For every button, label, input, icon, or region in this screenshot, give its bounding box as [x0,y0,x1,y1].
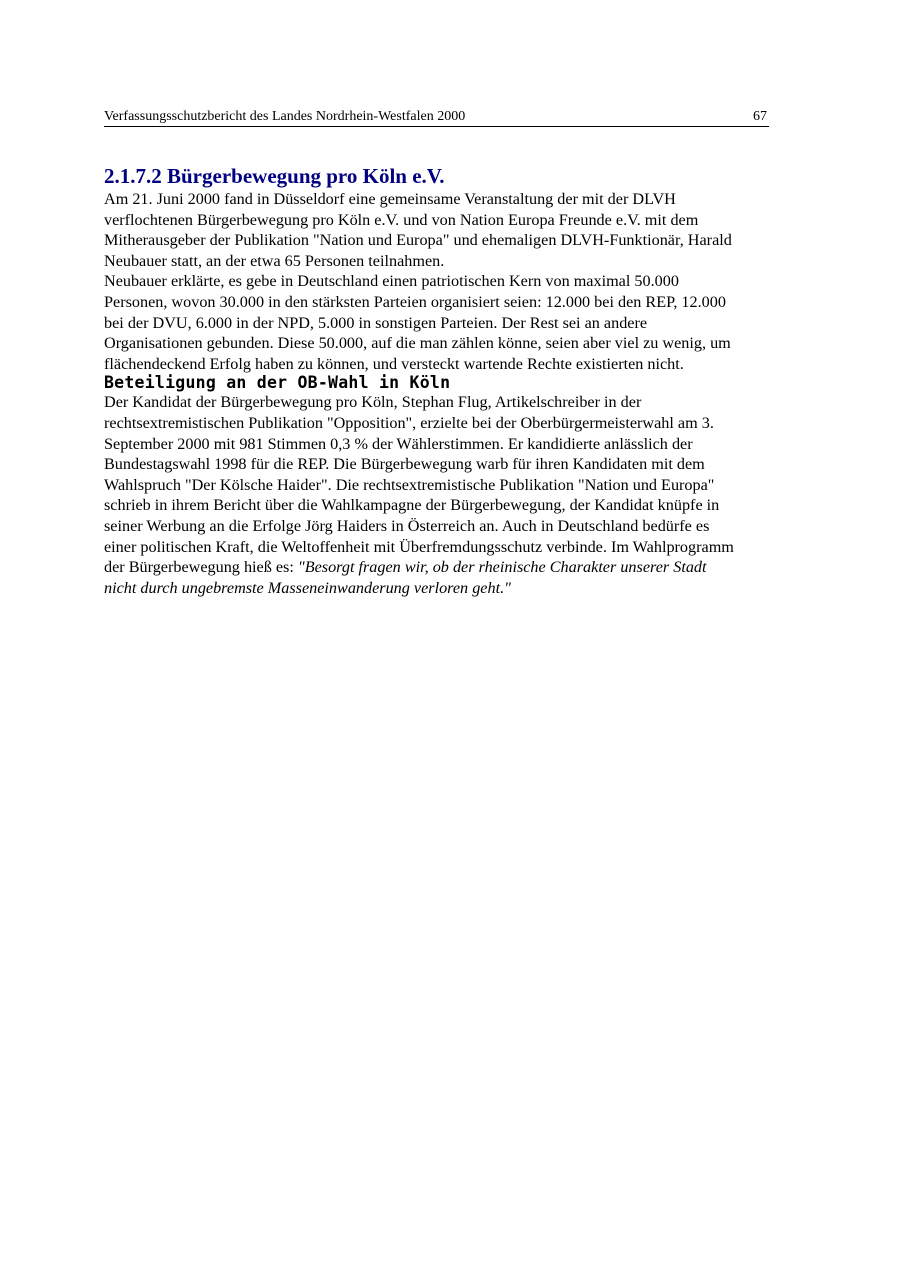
text-line: bei der DVU, 6.000 in der NPD, 5.000 in sonstigen Parteien. Der Rest sei an andere [104,313,648,332]
text-line: Personen, wovon 30.000 in den stärksten Parteien organisiert seien: 12.000 bei den REP, 12.000 [104,292,726,311]
text-line: verflochtenen Bürgerbewegung pro Köln e.V. und von Nation Europa Freunde e.V. mit dem [104,210,699,229]
paragraph-ob-wahl [104,392,804,598]
header-title: Verfassungsschutzbericht des Landes Nordrhein-Westfalen 2000 [104,109,466,124]
page-header [104,108,769,127]
paragraph-neubauer [104,271,804,374]
text-line: Der Kandidat der Bürgerbewegung pro Köln, Stephan Flug, Artikelschreiber in der [104,393,642,412]
text-line: seiner Werbung an die Erfolge Jörg Haiders in Österreich an. Auch in Deutschland bedürfe es [104,516,710,535]
wahlprogramm-quote-part1: "Besorgt fragen wir, ob der rheinische Charakter unserer Stadt [297,558,707,577]
text-line: schrieb in ihrem Bericht über die Wahlkampagne der Bürgerbewegung, der Kandidat knüpfe in [104,496,720,515]
text-line-intro: der Bürgerbewegung hieß es: [104,558,298,577]
text-line: Neubauer erklärte, es gebe in Deutschland einen patriotischen Kern von maximal 50.000 [104,272,679,291]
wahlprogramm-quote-part2: nicht durch ungebremste Masseneinwanderung verloren geht." [104,578,511,597]
text-line: Organisationen gebunden. Diese 50.000, auf die man zählen könne, seien aber viel zu wenig, um [104,334,731,353]
text-line: Wahlspruch "Der Kölsche Haider". Die rechtsextremistische Publikation "Nation und Europa" [104,475,715,494]
page-number: 67 [753,109,767,124]
text-line: Mitherausgeber der Publikation "Nation und Europa" und ehemaligen DLVH-Funktionär, Harald [104,231,732,250]
text-line: einer politischen Kraft, die Weltoffenheit mit Überfremdungsschutz verbinde. Im Wahlprogramm [104,537,734,556]
section-title: 2.1.7.2 Bürgerbewegung pro Köln e.V. [104,164,445,188]
text-line: flächendeckend Erfolg haben zu können, und versteckt wartende Rechte existierten nicht. [104,354,684,373]
text-line: Neubauer statt, an der etwa 65 Personen teilnahmen. [104,251,445,270]
paragraph-veranstaltung [104,189,804,271]
text-line: rechtsextremistischen Publikation "Opposition", erzielte bei der Oberbürgermeisterwahl am 3. [104,413,714,432]
text-line: September 2000 mit 981 Stimmen 0,3 % der Wählerstimmen. Er kandidierte anlässlich der [104,434,693,453]
text-line: Bundestagswahl 1998 für die REP. Die Bürgerbewegung warb für ihren Kandidaten mit dem [104,455,705,474]
text-line: Am 21. Juni 2000 fand in Düsseldorf eine gemeinsame Veranstaltung der mit der DLVH [104,190,676,208]
subsection-title: Beteiligung an der OB-Wahl in Köln [104,373,451,393]
document-body [104,164,804,598]
